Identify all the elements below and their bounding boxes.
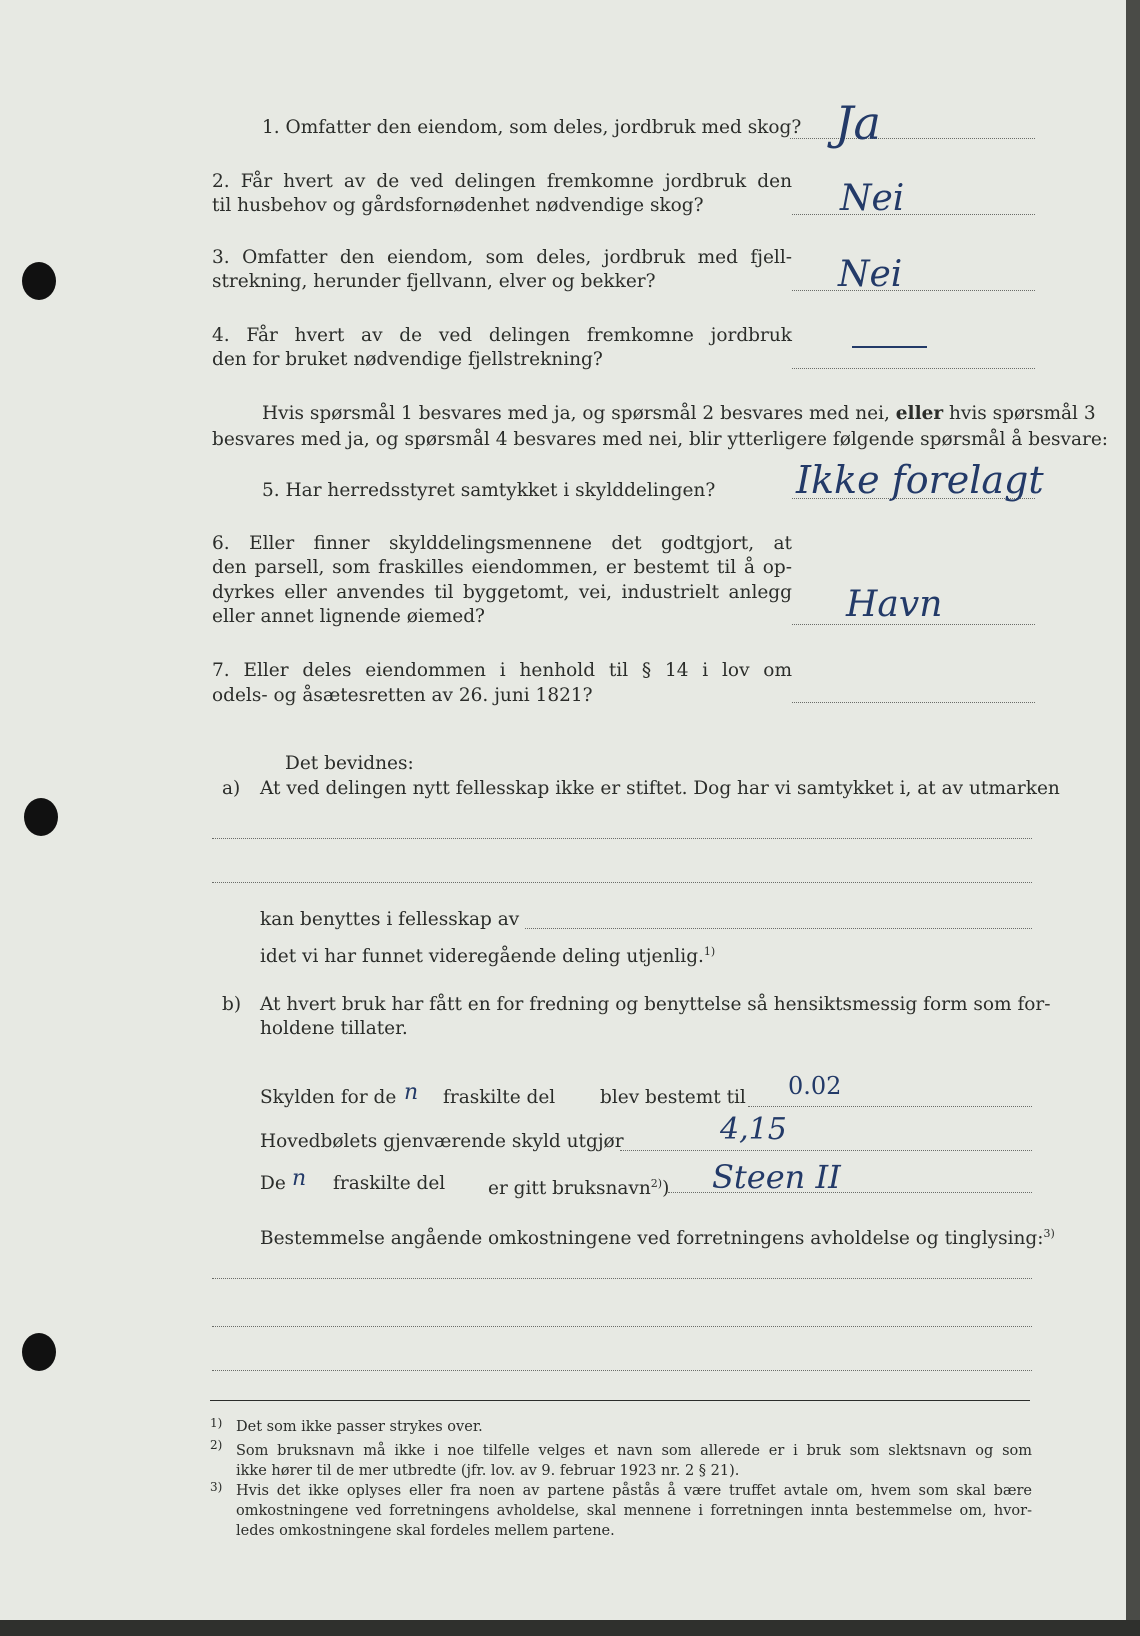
answer-line	[790, 138, 1035, 139]
question-6-text-3: dyrkes eller anvendes til byggetomt, vei, industrielt anlegg	[212, 582, 792, 603]
hovedbolet-label: Hovedbølets gjenværende skyld utgjør	[260, 1131, 624, 1152]
question-2-text-1: 2. Får hvert av de ved delingen fremkomne jordbruk den	[212, 171, 792, 192]
bevidnes-b-line-2: holdene tillater.	[260, 1018, 408, 1039]
fill-line	[525, 928, 1032, 929]
question-4-text-1: 4. Får hvert av de ved delingen fremkomne jordbruk	[212, 325, 792, 346]
footnote-1-text: Det som ikke passer strykes over.	[236, 1419, 483, 1435]
fill-line	[212, 1278, 1032, 1279]
footnote-rule	[210, 1400, 1030, 1401]
skylden-value: 0.02	[788, 1072, 842, 1100]
question-7-text-1: 7. Eller deles eiendommen i henhold til § 14 i lov om	[212, 660, 792, 681]
question-1-answer: Ja	[835, 96, 881, 150]
question-6-text-1: 6. Eller finner skylddelingsmennene det godtgjort, at	[212, 533, 792, 554]
punch-hole	[22, 1333, 56, 1371]
fill-line	[212, 882, 1032, 883]
bevidnes-a-text: At ved delingen nytt fellesskap ikke er stiftet. Dog har vi samtykket i, at av utmarken	[260, 778, 1060, 799]
skylden-label: Skylden for de	[260, 1087, 397, 1108]
bevidnes-b-line-1: At hvert bruk har fått en for fredning og benyttelse så hensiktsmessig form som for-	[260, 994, 1051, 1015]
punch-hole	[24, 798, 58, 836]
question-6-text-2: den parsell, som fraskilles eiendommen, er bestemt til å op-	[212, 557, 792, 578]
punch-hole	[22, 262, 56, 300]
skylden-bestemt: blev bestemt til	[600, 1087, 746, 1108]
bruksnavn-value: Steen II	[712, 1158, 841, 1196]
fill-line	[748, 1106, 1032, 1107]
kan-benyttes-text: kan benyttes i fellesskap av	[260, 909, 520, 930]
hovedbolet-value: 4,15	[720, 1112, 787, 1147]
footnote-3-number: 3)	[210, 1480, 223, 1494]
question-4-answer-dash	[852, 346, 927, 348]
footnote-2-text-2: ikke hører til de mer utbredte (jfr. lov. av 9. februar 1923 nr. 2 § 21).	[236, 1463, 740, 1479]
bevidnes-heading: Det bevidnes:	[285, 753, 414, 774]
page-edge-bottom	[0, 1620, 1140, 1636]
fill-line	[620, 1150, 1032, 1151]
fill-line	[212, 1370, 1032, 1371]
page-edge-shadow	[1126, 0, 1140, 1636]
footnote-3-text-1: Hvis det ikke oplyses eller fra noen av partene påstås å være truffet avtale om, hvem som skal bære	[236, 1483, 1032, 1499]
question-1-text: 1. Omfatter den eiendom, som deles, jordbruk med skog?	[262, 117, 802, 138]
question-6-text-4: eller annet lignende øiemed?	[212, 606, 485, 627]
answer-line	[792, 214, 1035, 215]
skylden-fraskilte: fraskilte del	[443, 1087, 556, 1108]
footnote-3-text-3: ledes omkostningene skal fordeles mellem partene.	[236, 1523, 615, 1539]
question-4-text-2: den for bruket nødvendige fjellstrekning?	[212, 349, 603, 370]
answer-line	[792, 368, 1035, 369]
question-2-answer: Nei	[840, 178, 905, 219]
answer-line	[792, 290, 1035, 291]
bestemmelse-text: Bestemmelse angående omkostningene ved forretningens avholdelse og tinglysing:$^{3)}$	[260, 1227, 1055, 1250]
condition-line-2: besvares med ja, og spørsmål 4 besvares med nei, blir ytterligere følgende spørsmål å besvare:	[212, 429, 1109, 450]
fill-line	[212, 838, 1032, 839]
bevidnes-b-label: b)	[222, 994, 242, 1015]
de-fraskilte: fraskilte del	[333, 1173, 446, 1194]
condition-line-1: Hvis spørsmål 1 besvares med ja, og spørsmål 2 besvares med nei, eller hvis spørsmål 3	[262, 403, 1096, 424]
footnote-1-number: 1)	[210, 1416, 223, 1430]
bevidnes-a-label: a)	[222, 778, 241, 799]
question-3-answer: Nei	[838, 254, 903, 295]
footnote-2-number: 2)	[210, 1438, 223, 1452]
skylden-fill: n	[404, 1080, 419, 1105]
answer-line	[792, 702, 1035, 703]
footnote-2-text-1: Som bruksnavn må ikke i noe tilfelle velges et navn som allerede er i bruk som slektsnavn og som	[236, 1443, 1032, 1459]
idet-text: idet vi har funnet videregående deling utjenlig.$^{1)}$	[260, 945, 716, 968]
question-3-text-2: strekning, herunder fjellvann, elver og bekker?	[212, 271, 656, 292]
de-label: De	[260, 1173, 286, 1194]
footnote-3-text-2: omkostningene ved forretningens avholdelse, skal mennene i forretningen innta bestemmelse om, hvor-	[236, 1503, 1032, 1519]
fill-line	[212, 1326, 1032, 1327]
question-6-answer: Havn	[846, 584, 943, 625]
question-5-answer: Ikke forelagt	[796, 458, 1044, 502]
question-2-text-2: til husbehov og gårdsfornødenhet nødvendige skog?	[212, 195, 704, 216]
question-5-text: 5. Har herredsstyret samtykket i skylddelingen?	[262, 480, 716, 501]
question-3-text-1: 3. Omfatter den eiendom, som deles, jordbruk med fjell-	[212, 247, 792, 268]
question-7-text-2: odels- og åsætesretten av 26. juni 1821?	[212, 685, 593, 706]
de-bruksnavn: er gitt bruksnavn$^{2)}$)	[488, 1177, 670, 1200]
de-fill: n	[292, 1166, 307, 1191]
